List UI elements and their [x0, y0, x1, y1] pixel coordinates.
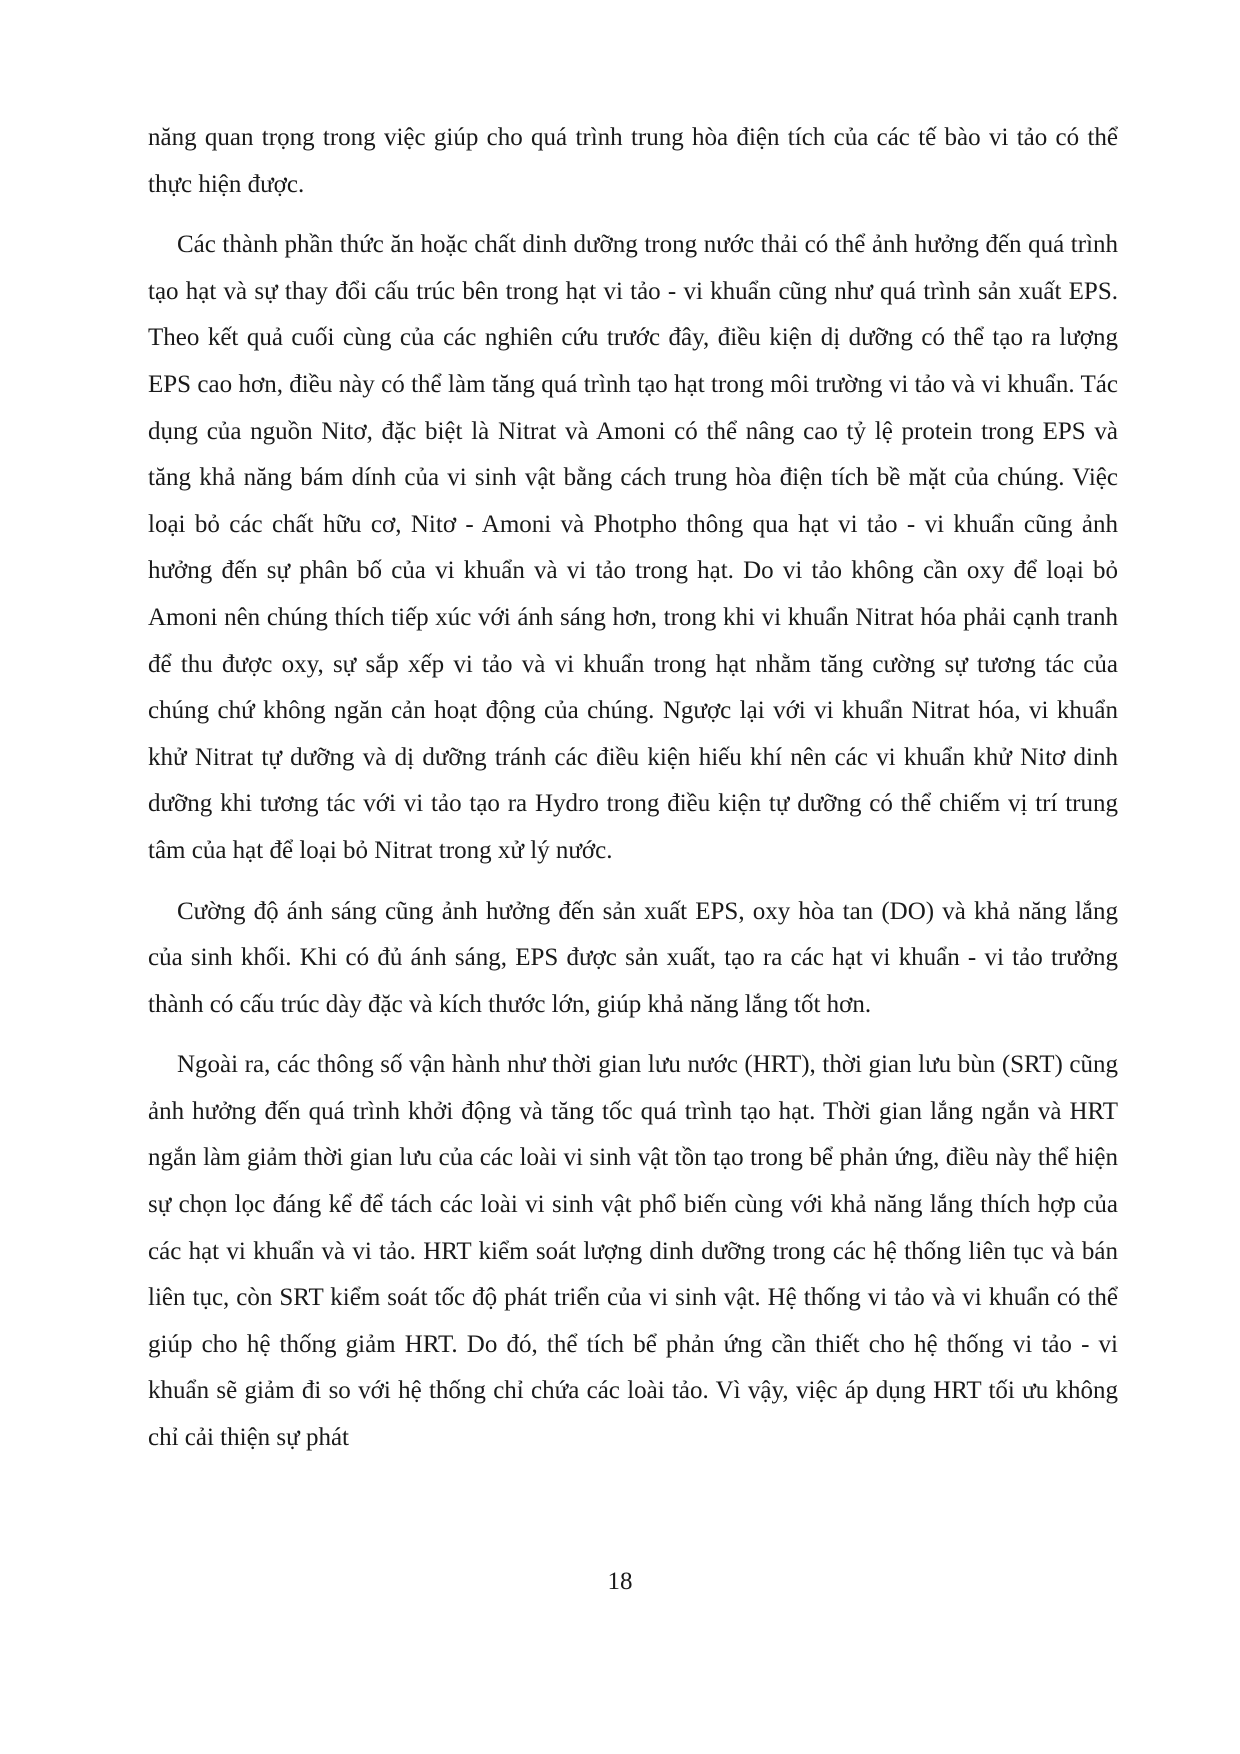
paragraph-nutrients: Các thành phần thức ăn hoặc chất dinh dưỡng trong nước thải có thể ảnh hưởng đến quá trình tạo hạt và sự thay đổi cấu trúc bên trong hạt vi tảo - vi khuẩn cũng như quá trình sản xuất EPS. Theo kết quả cuối cùng của các nghiên cứu trước đây, điều kiện dị dưỡng có thể tạo ra lượng EPS cao hơn, điều này có thể làm tăng quá trình tạo hạt trong môi trường vi tảo và vi khuẩn. Tác dụng của nguồn Nitơ, đặc biệt là Nitrat và Amoni có thể nâng cao tỷ lệ protein trong EPS và tăng khả năng bám dính của vi sinh vật bằng cách trung hòa điện tích bề mặt của chúng. Việc loại bỏ các chất hữu cơ, Nitơ - Amoni và Photpho thông qua hạt vi tảo - vi khuẩn cũng ảnh hưởng đến sự phân bố của vi khuẩn và vi tảo trong hạt. Do vi tảo không cần oxy để loại bỏ Amoni nên chúng thích tiếp xúc với ánh sáng hơn, trong khi vi khuẩn Nitrat hóa phải cạnh tranh để thu được oxy, sự sắp xếp vi tảo và vi khuẩn trong hạt nhằm tăng cường sự tương tác của chúng chứ không ngăn cản hoạt động của chúng. Ngược lại với vi khuẩn Nitrat hóa, vi khuẩn khử Nitrat tự dưỡng và dị dưỡng tránh các điều kiện hiếu khí nên các vi khuẩn khử Nitơ dinh dưỡng khi tương tác với vi tảo tạo ra Hydro trong điều kiện tự dưỡng có thể chiếm vị trí trung tâm của hạt để loại bỏ Nitrat trong xử lý nước.	[148, 231, 1118, 864]
paragraph-operating-parameters: Ngoài ra, các thông số vận hành như thời gian lưu nước (HRT), thời gian lưu bùn (SRT) cũng ảnh hưởng đến quá trình khởi động và tăng tốc quá trình tạo hạt. Thời gian lắng ngắn và HRT ngắn làm giảm thời gian lưu của các loài vi sinh vật tồn tạo trong bể phản ứng, điều này thể hiện sự chọn lọc đáng kể để tách các loài vi sinh vật phổ biến cùng với khả năng lắng thích hợp của các hạt vi khuẩn và vi tảo. HRT kiểm soát lượng dinh dưỡng trong các hệ thống liên tục và bán liên tục, còn SRT kiểm soát tốc độ phát triển của vi sinh vật. Hệ thống vi tảo và vi khuẩn có thể giúp cho hệ thống giảm HRT. Do đó, thể tích bể phản ứng cần thiết cho hệ thống vi tảo - vi khuẩn sẽ giảm đi so với hệ thống chỉ chứa các loài tảo. Vì vậy, việc áp dụng HRT tối ưu không chỉ cải thiện sự phát	[148, 1051, 1118, 1452]
page-number: 18	[607, 1568, 633, 1595]
body-text	[148, 115, 1118, 1476]
paragraph-continuation: năng quan trọng trong việc giúp cho quá trình trung hòa điện tích của các tế bào vi tảo có thể thực hiện được.	[148, 124, 1118, 198]
paragraph-light-intensity: Cường độ ánh sáng cũng ảnh hưởng đến sản xuất EPS, oxy hòa tan (DO) và khả năng lắng của sinh khối. Khi có đủ ánh sáng, EPS được sản xuất, tạo ra các hạt vi khuẩn - vi tảo trưởng thành có cấu trúc dày đặc và kích thước lớn, giúp khả năng lắng tốt hơn.	[148, 897, 1118, 1018]
